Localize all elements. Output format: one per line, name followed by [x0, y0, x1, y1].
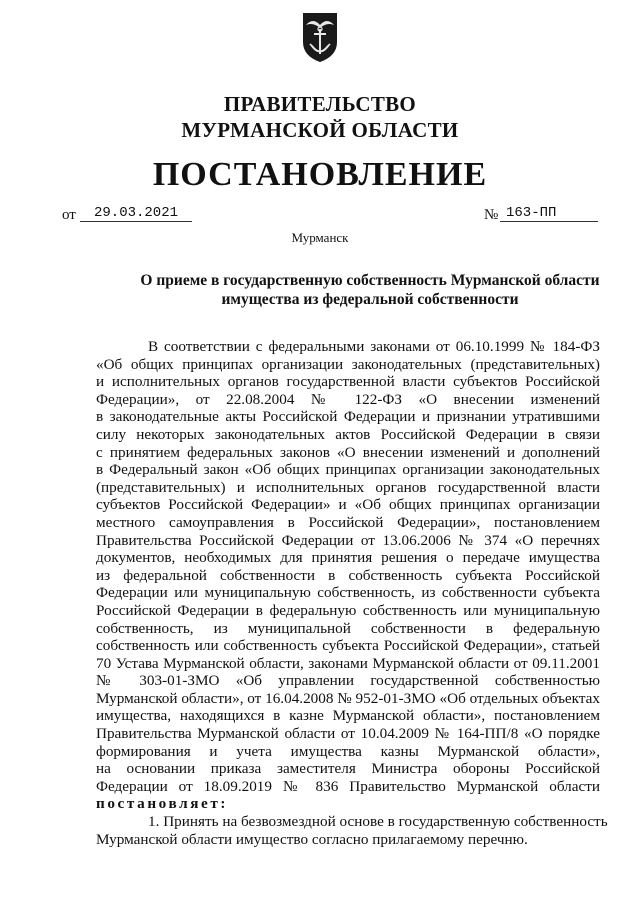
body-line: собственность, из муниципальной собственности в федеральную	[96, 619, 600, 637]
body-line: Правительства Российской Федерации от 13.06.2006 № 374 «О перечнях	[96, 531, 600, 549]
body-line: Мурманской области», от 16.04.2008 № 952-01-ЗМО «Об отдельных объектах	[96, 689, 600, 707]
item-1-line-2: Мурманской области имущество согласно прилагаемому перечню.	[96, 830, 528, 848]
body-line: субъектов Российской Федерации» и «Об общих принципах организации	[96, 496, 600, 514]
body-line: Правительства Мурманской области от 10.04.2009 № 164-ПП/8 «О порядке	[96, 725, 600, 743]
body-line: местного самоуправления в Российской Федерации», постановлением	[96, 513, 600, 531]
body-line: 70 Устава Мурманской области, законами Мурманской области от 09.11.2001	[96, 654, 600, 672]
document-title-line2: имущества из федеральной собственности	[221, 291, 519, 308]
date-prefix: от	[62, 207, 76, 223]
body-line: № 303-01-ЗМО «Об управлении государственной собственностью	[96, 672, 600, 690]
city-name: Мурманск	[291, 230, 349, 245]
document-number: 163-ПП	[500, 205, 598, 222]
body-line: имущества, находящихся в казне Мурманской области», постановлением	[96, 707, 600, 725]
body-line: документов, необходимых для принятия решения о передаче имущества	[96, 549, 600, 567]
body-line: силу некоторых законодательных актов Российской Федерации в связи	[96, 425, 600, 443]
body-line: в законодательные акты Российской Федерации и признании утратившими	[96, 408, 600, 426]
organization-name-line1: ПРАВИТЕЛЬСТВО	[223, 92, 417, 116]
body-line: собственность или собственность субъекта Российской Федерации», статьей	[96, 637, 600, 655]
body-line: Федерации или муниципальную собственность, из собственности субъекта	[96, 584, 600, 602]
decree-word: постановляет:	[96, 795, 229, 813]
body-line: из федеральной собственности в собственность субъекта Российской	[96, 566, 600, 584]
body-line: с принятием федеральных законов «О внесении изменений и дополнений	[96, 443, 600, 461]
body-line: Федерации», от 22.08.2004 № 122-ФЗ «О внесении изменений	[96, 390, 600, 408]
decree-line	[96, 795, 600, 813]
body-line: Российской Федерации в федеральную собственность или муниципальную	[96, 601, 600, 619]
body-line: и исполнительных органов государственной власти субъектов Российской	[96, 373, 600, 391]
body-line: в Федеральный закон «Об общих принципах организации законодательных	[96, 461, 600, 479]
body-line: (представительных) и исполнительных органов государственной власти	[96, 478, 600, 496]
document-body	[96, 338, 608, 848]
document-type: ПОСТАНОВЛЕНИЕ	[152, 156, 488, 193]
body-line: Федерации от 18.09.2019 № 836 Правительство Мурманской области	[96, 777, 600, 795]
item-1-line-1: 1. Принять на безвозмездной основе в государственную собственность	[148, 813, 608, 831]
document-title-line1: О приеме в государственную собственность Мурманской области	[140, 272, 600, 289]
document-date: 29.03.2021	[80, 205, 192, 222]
organization-name-line2: МУРМАНСКОЙ ОБЛАСТИ	[181, 118, 459, 142]
number-prefix: №	[484, 207, 499, 223]
murmansk-coat-of-arms-icon	[300, 10, 340, 64]
body-line: В соответствии с федеральными законами от 06.10.1999 № 184-ФЗ	[148, 338, 600, 355]
body-line: формирования и учета имущества казны Мурманской области»,	[96, 742, 600, 760]
body-line: на основании приказа заместителя Министра обороны Российской	[96, 760, 600, 778]
body-line: «Об общих принципах организации законодательных (представительных)	[96, 355, 600, 373]
